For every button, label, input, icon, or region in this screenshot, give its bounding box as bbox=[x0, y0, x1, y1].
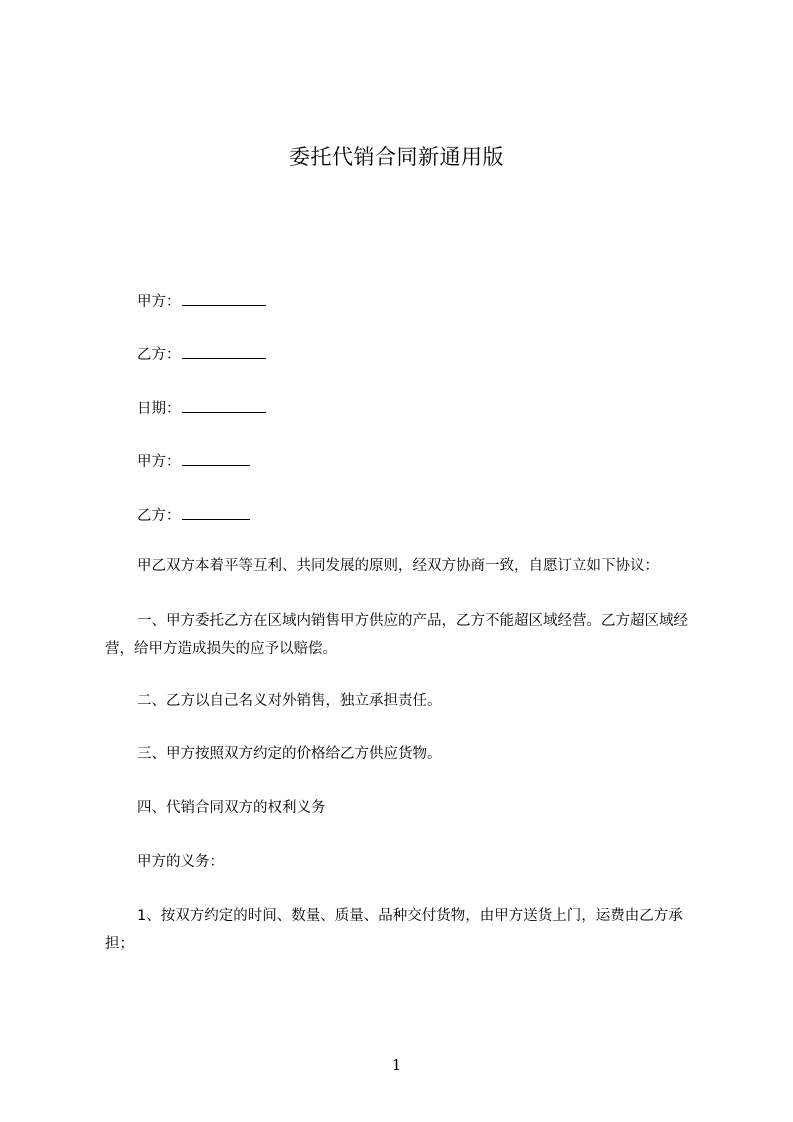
field-date bbox=[137, 398, 266, 419]
paragraph-obligation-1: 1、按双方约定的时间、数量、质量、品种交付货物，由甲方送货上门，运费由乙方承担； bbox=[105, 908, 683, 952]
field-party-a-2 bbox=[137, 451, 250, 472]
field-blank[interactable] bbox=[182, 398, 266, 413]
paragraph-clause-2: 二、乙方以自己名义对外销售，独立承担责任。 bbox=[137, 693, 442, 709]
field-label: 乙方： bbox=[137, 347, 181, 363]
field-party-a bbox=[137, 291, 266, 312]
paragraph-party-a-obligations: 甲方的义务： bbox=[137, 854, 224, 870]
page-number: 1 bbox=[391, 1056, 402, 1074]
document-title: 委托代销合同新通用版 bbox=[289, 145, 504, 169]
field-blank[interactable] bbox=[182, 344, 266, 359]
field-blank[interactable] bbox=[182, 451, 250, 466]
field-label: 日期： bbox=[137, 401, 181, 417]
field-label: 甲方： bbox=[137, 454, 181, 470]
field-blank[interactable] bbox=[182, 505, 250, 520]
field-party-b-2 bbox=[137, 505, 250, 526]
paragraph-preamble: 甲乙双方本着平等互利、共同发展的原则，经双方协商一致，自愿订立如下协议： bbox=[137, 558, 659, 574]
paragraph-clause-3: 三、甲方按照双方约定的价格给乙方供应货物。 bbox=[137, 746, 442, 762]
paragraph-clause-4: 四、代销合同双方的权利义务 bbox=[137, 800, 326, 816]
field-label: 乙方： bbox=[137, 508, 181, 524]
field-party-b bbox=[137, 344, 266, 365]
field-label: 甲方： bbox=[137, 294, 181, 310]
paragraph-clause-1: 一、甲方委托乙方在区域内销售甲方供应的产品，乙方不能超区域经营。乙方超区域经营，给甲方造成损失的应予以赔偿。 bbox=[105, 613, 688, 657]
field-blank[interactable] bbox=[182, 291, 266, 306]
